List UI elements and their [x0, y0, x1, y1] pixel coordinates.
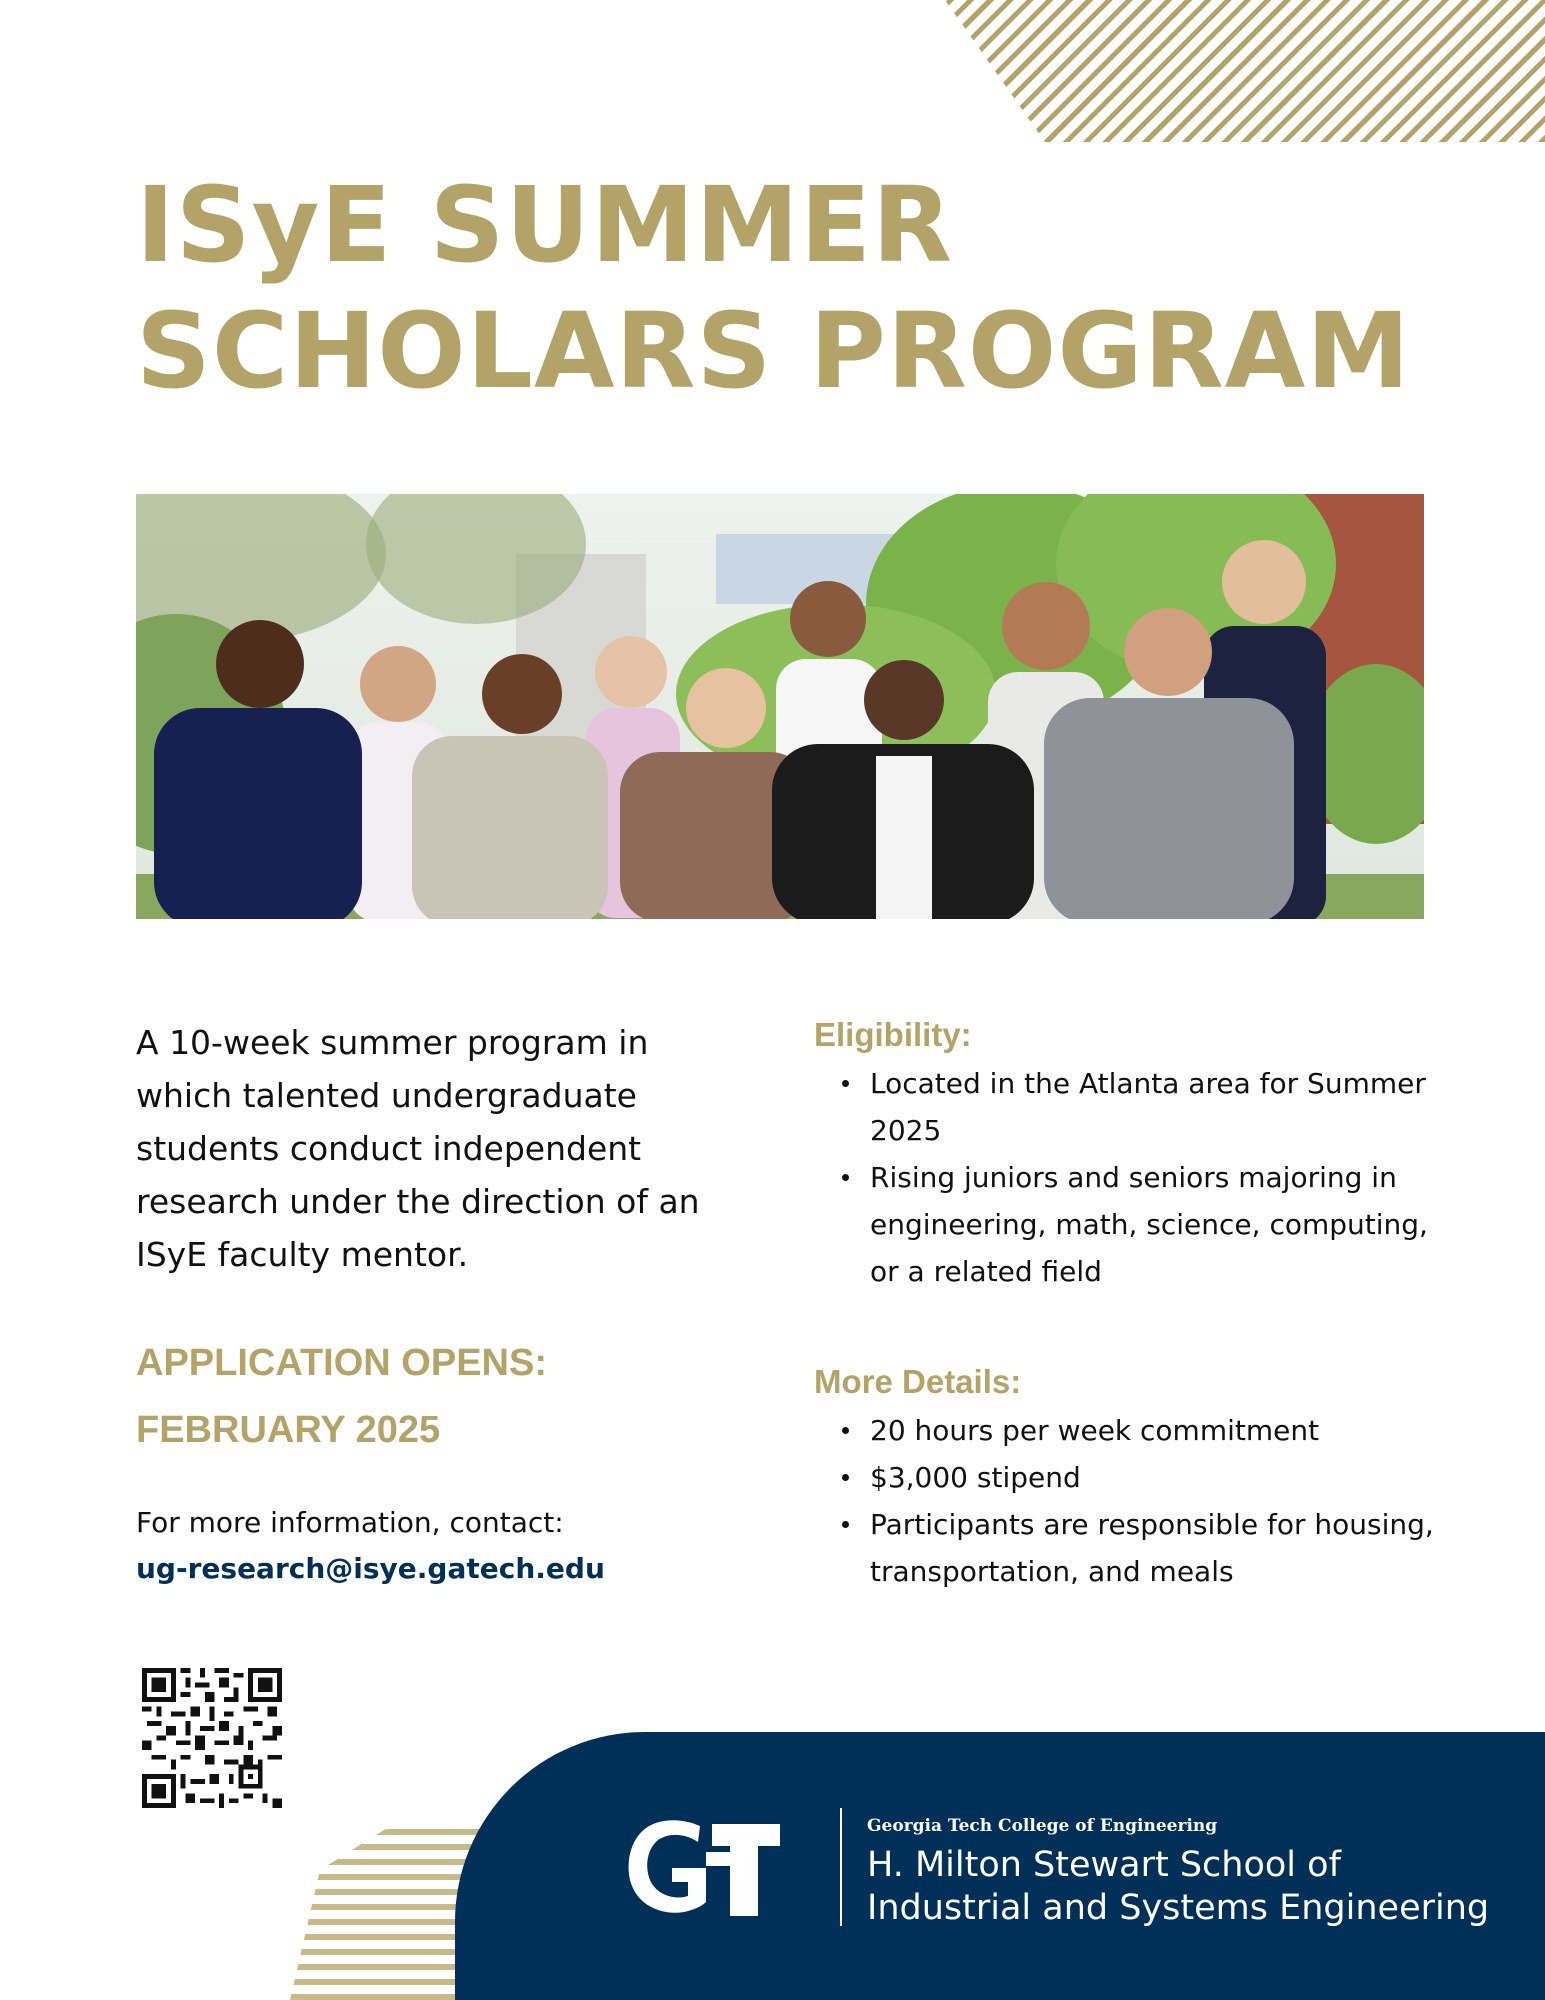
- group-photo: [136, 494, 1424, 919]
- bullet-icon: [842, 1474, 849, 1481]
- eligibility-item-text: Rising juniors and seniors majoring in engineering, math, science, computing, or a related field: [870, 1161, 1428, 1288]
- decorative-stripes-top: [945, 0, 1545, 142]
- list-item: [814, 1454, 1454, 1501]
- bullet-icon: [842, 1521, 849, 1528]
- details-item-text: 20 hours per week commitment: [870, 1414, 1320, 1447]
- title-line-1: ISyE SUMMER: [136, 164, 954, 286]
- program-description: A 10-week summer program in which talented undergraduate students conduct independent research under the direction of an ISyE faculty mentor.: [136, 1023, 700, 1274]
- eligibility-item-text: Located in the Atlanta area for Summer 2025: [870, 1067, 1426, 1147]
- page-title: [136, 162, 1411, 414]
- college-name: Georgia Tech College of Engineering: [867, 1816, 1218, 1836]
- details-heading: More Details:: [814, 1363, 1022, 1400]
- eligibility-list: [814, 1060, 1454, 1295]
- title-line-2: SCHOLARS PROGRAM: [136, 290, 1411, 412]
- bullet-icon: [842, 1174, 849, 1181]
- footer-text: [867, 1814, 1489, 1930]
- gt-logo-icon: [620, 1812, 785, 1922]
- details-item-text: Participants are responsible for housing, transportation, and meals: [870, 1508, 1434, 1588]
- application-opens-label: APPLICATION OPENS:: [136, 1342, 547, 1384]
- list-item: [814, 1060, 1454, 1154]
- school-name-line-1: H. Milton Stewart School of: [867, 1845, 1341, 1885]
- details-list: [814, 1407, 1454, 1595]
- footer-divider: [840, 1808, 842, 1926]
- eligibility-section: [814, 1016, 1454, 1295]
- details-section: [814, 1363, 1454, 1595]
- list-item: [814, 1501, 1454, 1595]
- eligibility-heading: Eligibility:: [814, 1016, 972, 1053]
- list-item: [814, 1407, 1454, 1454]
- application-opens-date: FEBRUARY 2025: [136, 1409, 441, 1451]
- details-item-text: $3,000 stipend: [870, 1461, 1081, 1494]
- qr-code-icon[interactable]: [142, 1668, 282, 1808]
- application-opens: [136, 1330, 547, 1464]
- school-name-line-2: Industrial and Systems Engineering: [867, 1888, 1490, 1928]
- contact-label: For more information, contact:: [136, 1506, 564, 1539]
- contact-email-link[interactable]: ug-research@isye.gatech.edu: [136, 1552, 605, 1585]
- list-item: [814, 1154, 1454, 1295]
- footer-banner: [455, 1732, 1545, 2000]
- bullet-icon: [842, 1080, 849, 1087]
- contact-block: [136, 1500, 605, 1592]
- bullet-icon: [842, 1427, 849, 1434]
